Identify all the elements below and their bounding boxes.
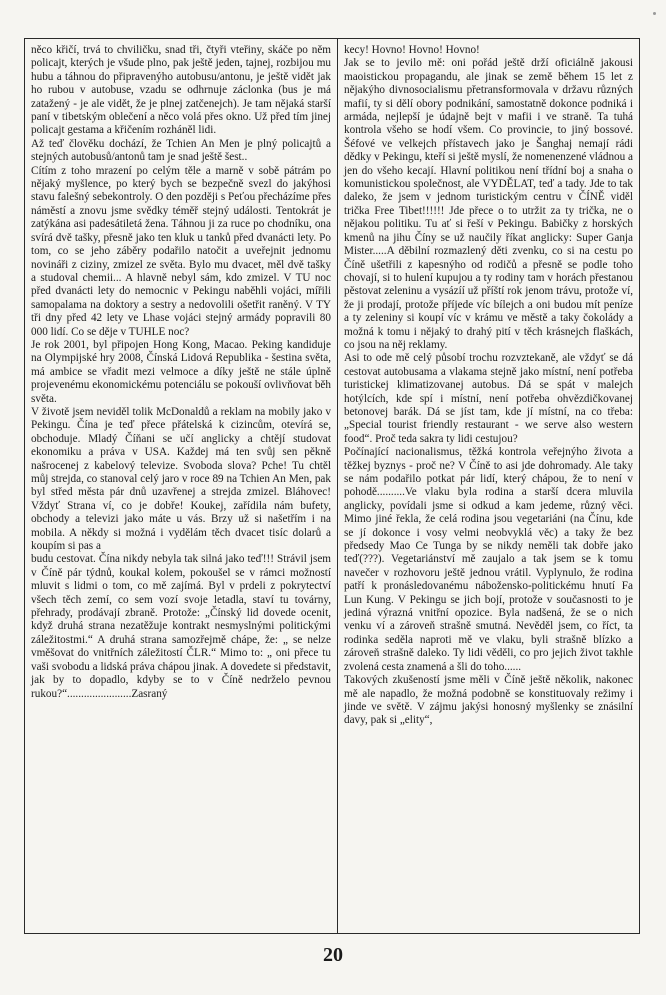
paragraph: budu cestovat. Čína nikdy nebyla tak silná jako teď!!! Strávil jsem v Číně pár týdnů, koukal kolem, pokoušel se v rámci možností mluvit s lidmi o tom, co mě zajímá. Byl v prdeli z pokrytectví všech těch zemí, co sem vozí svoje letadla, staví tu továrny, přehrady, prodávají zbraně. Protože: „Čínský lid dovede ocenit, když druhá strana nezatěžuje kontrakt nesmyslnými politickými záležitostmi.“ A druhá strana samozřejmě chápe, že: „ se nelze vměšovat do vnitřních záležitostí ČLR.“ Mimo to: „ oni přece tu vaši svobodu a lidská práva chápou jinak. A dovedete si představit, jak by to dopadlo, kdyby se to v Číně nedrželo pevnou rukou?“.......................Zasraný bbox=[31, 553, 331, 700]
paragraph: Počínající nacionalismus, těžká kontrola veřejnýho života a těžkej byznys - proč ne? V Číně to asi jde dohromady. Ale taky se nám podařilo potkat pár lidí, který chápou, že to není v pohodě..........Ve vlaku byla rodina a starší dcera mluvila anglicky, povídali jsme si odkud a kam jedeme, různý věci. Mimo jiné řekla, že celá rodina jsou vegetariáni (na Čínu, kde se jí dokonce i vosy velmi neobvyklá věc) a taky že bez předsedy Mao Ce Tunga by se nikdy neměli tak dobře jako teď(???). Vegetariánství mě zaujalo a tak jsem se k tomu navečer v rozhovoru ještě jednou vrátil. Vyplynulo, že rodina patří k pronásledovanému nábožensko-politickému hnutí Fa Lun Kung. V Pekingu se jich bojí, protože v současnosti to je jediná výrazná vnitřní opozice. Byla nadšená, že se o nich venku ví a zároveň strašně smutná. Nevěděl jsem, co říct, ta rodinka seděla naproti mě ve vlaku, byli strašně blízko a zároveň strašně daleko. Ty lidi věděli, co pro jejich život takhle zvolená cesta znamená a šli do toho...... bbox=[344, 446, 633, 673]
paragraph: Takových zkušeností jsme měli v Číně ještě několik, nakonec mě ale napadlo, že možná podobně se konstituovaly režimy i jinde ve světě. V zájmu jakýsi honosný myšlenky se znásilní davy, pak si „elity“, bbox=[344, 674, 633, 727]
scan-speck bbox=[653, 12, 656, 15]
paragraph: Asi to ode mě celý působí trochu rozvztekaně, ale vždyť se dá cestovat autobusama a vlakama stejně jako místní, není potřeba turistickej klimatizovanej autobus. Dá se spát v malejch hotýlcích, kde spí i místní, není potřeba ohvězdičkovanej betonovej barák. Dá se jíst tam, kde jí místní, na co třeba: „Special tourist friendly restaurant - we serve also western food“. Proč teda sakra ty lidi cestujou? bbox=[344, 352, 633, 445]
paragraph: něco křičí, trvá to chviličku, snad tři, čtyři vteřiny, skáče po něm policajt, kterých je všude plno, pak ještě jeden, tajnej, rozbijou mu hubu a táhnou do připravenýho autobusu/antonu, je ještě vidět jak ho rubou v autobuse, vzadu se odhrnuje záclonka (bus je má zatažený - je ale vidět, že je plnej zatčenejch). Je tam nějaká starší paní v tibetským oblečení a něco volá přes okno. Už před tím jinej policajt gestama a křičením rozháněl lidi. bbox=[31, 44, 331, 137]
text-frame bbox=[24, 38, 640, 934]
paragraph: kecy! Hovno! Hovno! Hovno! bbox=[344, 44, 480, 56]
paragraph: Jak se to jevilo mě: oni pořád ještě drží oficiálně jakousi maoistickou propagandu, ale jinak se země během 15 let z nějakýho divnosocialismu přetransformovala v državu různých mafií, ty si dělí obory podnikání, samostatně dokonce podniká i armáda, nejlepší je údajně bejt v mafii i ve straně. Ta tuhá kontrola všeho se hodí všem. Co provincie, to jiný bossové. Šéfové ve velkejch přístavech jako je Šanghaj nemají rádi dědky v Pekingu, kteří si ještě myslí, že nomenenzené vládnou a jen do všeho kecají. Hlavní politikou není třídní boj a snaha o komunistickou společnost, ale VYDĚLAT, teď a tady. Jde to tak daleko, že jsem v jednom turistickým centru v ČÍNĚ viděl trička Free Tibet!!!!!! Jde přece o to utržit za ty trička, ne o nějakou politiku. Tu ať si řeší v Pekingu. Babičky z horských kmenů na jihu Číny se už naučily říkat anglicky: Super Ganja Mister.....A děbilní rozmazlený děti zvenku, co si na cestu po Číně ušetřili z kapesnýho od rodičů a přesně se podle toho chovají, si to hulení kupujou a ty rodiny tam v horách přestanou pěstovat zeleninu a vysázíí už příští rok jenom trávu, protože ví, že ji prodají, protože příjede víc bílejch a oni budou mít peníze a ty zeleniny si koupí víc v krámu ve městě a taky čokolády a možná k tomu i nějaký to drahý pití v těch krásnejch flaškách, co jsou na něj reklamy. bbox=[344, 57, 633, 351]
right-column bbox=[338, 39, 639, 933]
paragraph: V životě jsem neviděl tolik McDonaldů a reklam na mobily jako v Pekingu. Čína je teď přece přátelská k cizincům, otevírá se, obchoduje. Mladý Číňani se učí anglicky a chtějí studovat ekonomiku a práva v USA. Každej má ten svůj sen pěkně našrocenej z kabelový televize. Svoboda slova? Pche! Tu chtěl můj strejda, co stanoval celý jaro v roce 89 na Tchien An Men, pak byl střed města pár dnů uzavřenej a strejda zmizel. Bláhovec! Vždyť Strana ví, co je dobře! Koukej, zařídila nám bufety, obchody a televizi jako máte u vás. Brzy už si našetřím i na mobila. A někdy si možná i vydělám těch dvacet tisíc dolarů a koupím si pas a bbox=[31, 405, 331, 553]
paragraph: Je rok 2001, byl připojen Hong Kong, Macao. Peking kandiduje na Olympijské hry 2008, Čínská Lidová Republika - šestina světa, má ambice se vřadit mezi velmoce a díky ještě ne stále úplně projevenému ekonomickému potenciálu se pokouší ovlivňovat běh světa. bbox=[31, 338, 331, 405]
paragraph: Cítím z toho mrazení po celým těle a marně v sobě pátrám po nějaký myšlence, po který bych se bezpečně svezl do jakýhosi stavu falešný sebekontroly. O den později s Peťou přecházíme přes náměstí a znovu jsme svědky téměř stejný události. Tentokrát je zatýkána asi padesátiletá žena. Táhnou ji za ruce po chodníku, ona svírá dvě tašky, přesně jako ten kluk u tanků před dvanácti lety. Po tom, co se jeho záběry podařilo natočit a uveřejnit jednomu novináři z ciziny, zmizel ze světa. Bylo mu dvacet, měl dvě tašky a studoval chemii... A hlavně nebyl sám, kdo zmizel. V TU noc před dvanácti lety do nemocnic v Pekingu naběhli vojáci, mířili samopalama na doktory a sestry a nedovolili ošetřit raněný. V TY tři dny před 42 lety ve Lhase vojáci stejný armády popravili 80 000 lidí. Co se děje v TUHLE noc? bbox=[31, 164, 331, 338]
page-number: 20 bbox=[323, 944, 343, 966]
paragraph: Až teď člověku dochází, že Tchien An Men je plný policajtů a stejných autobusů/antonů tam je snad ještě šest.. bbox=[31, 137, 331, 164]
left-column bbox=[25, 39, 337, 933]
